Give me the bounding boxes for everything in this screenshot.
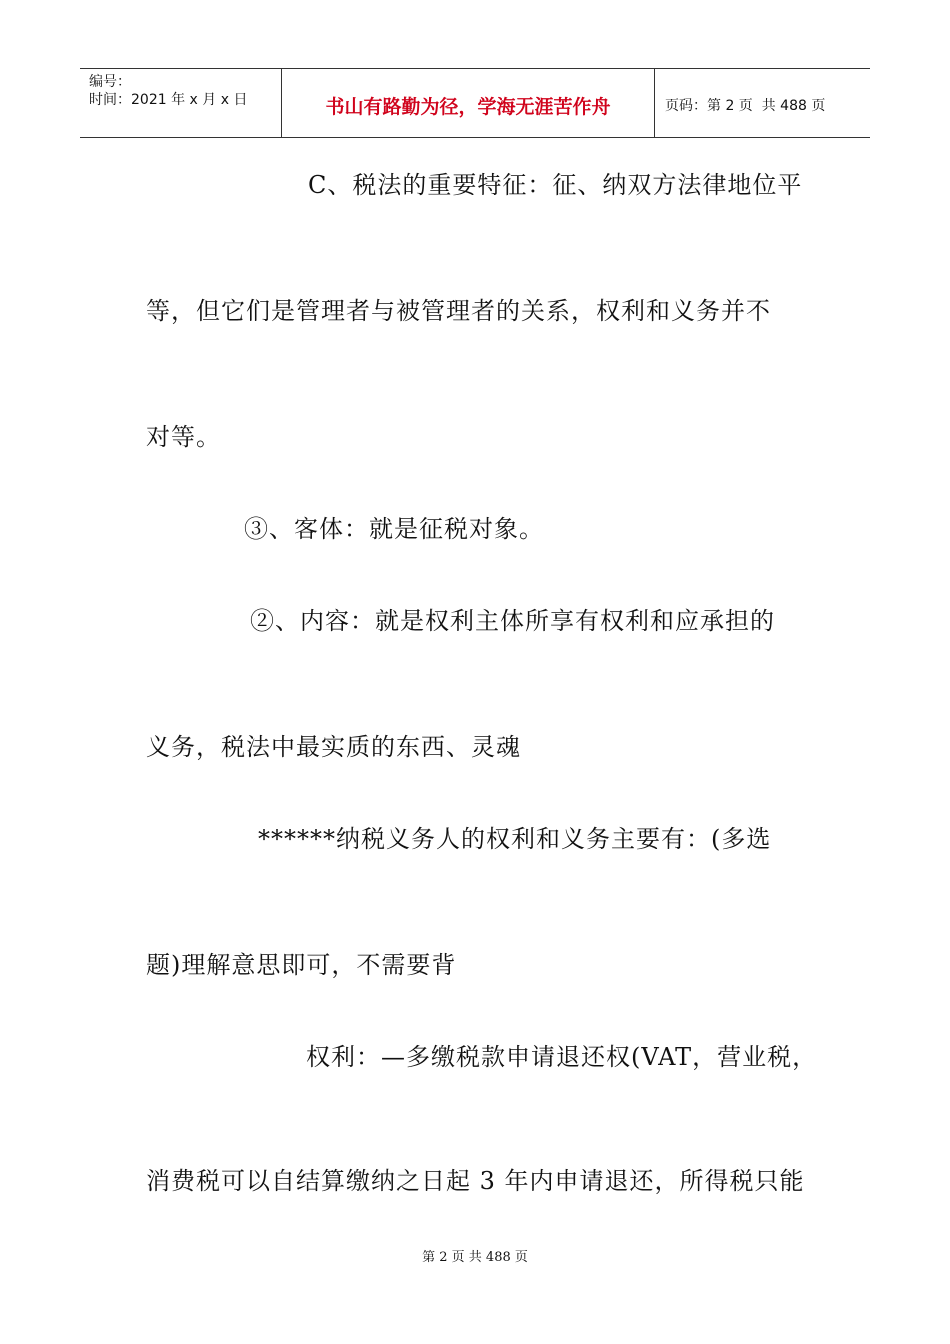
body-line: 对等。 — [146, 423, 221, 451]
header-page-cell — [655, 69, 870, 137]
body-line: C、税法的重要特征：征、纳双方法律地位平 — [308, 171, 803, 199]
header-time-label: 时间：2021 年 x 月 x 日 — [89, 92, 248, 108]
header-meta-cell — [80, 69, 282, 137]
body-line: 消费税可以自结算缴纳之日起 3 年内申请退还，所得税只能 — [146, 1167, 805, 1195]
header-page-label: 页码：第 2 页 共 488 页 — [665, 98, 826, 114]
body-line: ②、内容：就是权利主体所享有权利和应承担的 — [250, 607, 775, 635]
body-line: ③、客体：就是征税对象。 — [244, 515, 544, 543]
body-line: 等，但它们是管理者与被管理者的关系，权利和义务并不 — [146, 297, 771, 325]
body-line: 义务，税法中最实质的东西、灵魂 — [146, 733, 521, 761]
body-line: 题)理解意思即可，不需要背 — [146, 951, 457, 979]
body-line: 权利：—多缴税款申请退还权(VAT，营业税， — [306, 1043, 818, 1071]
page-footer: 第 2 页 共 488 页 — [422, 1250, 528, 1265]
header-motto-cell — [282, 69, 655, 137]
document-header — [80, 68, 870, 138]
header-number-label: 编号： — [89, 74, 131, 90]
header-motto: 书山有路勤为径，学海无涯苦作舟 — [325, 95, 611, 118]
body-line: ******纳税义务人的权利和义务主要有：(多选 — [258, 825, 772, 853]
